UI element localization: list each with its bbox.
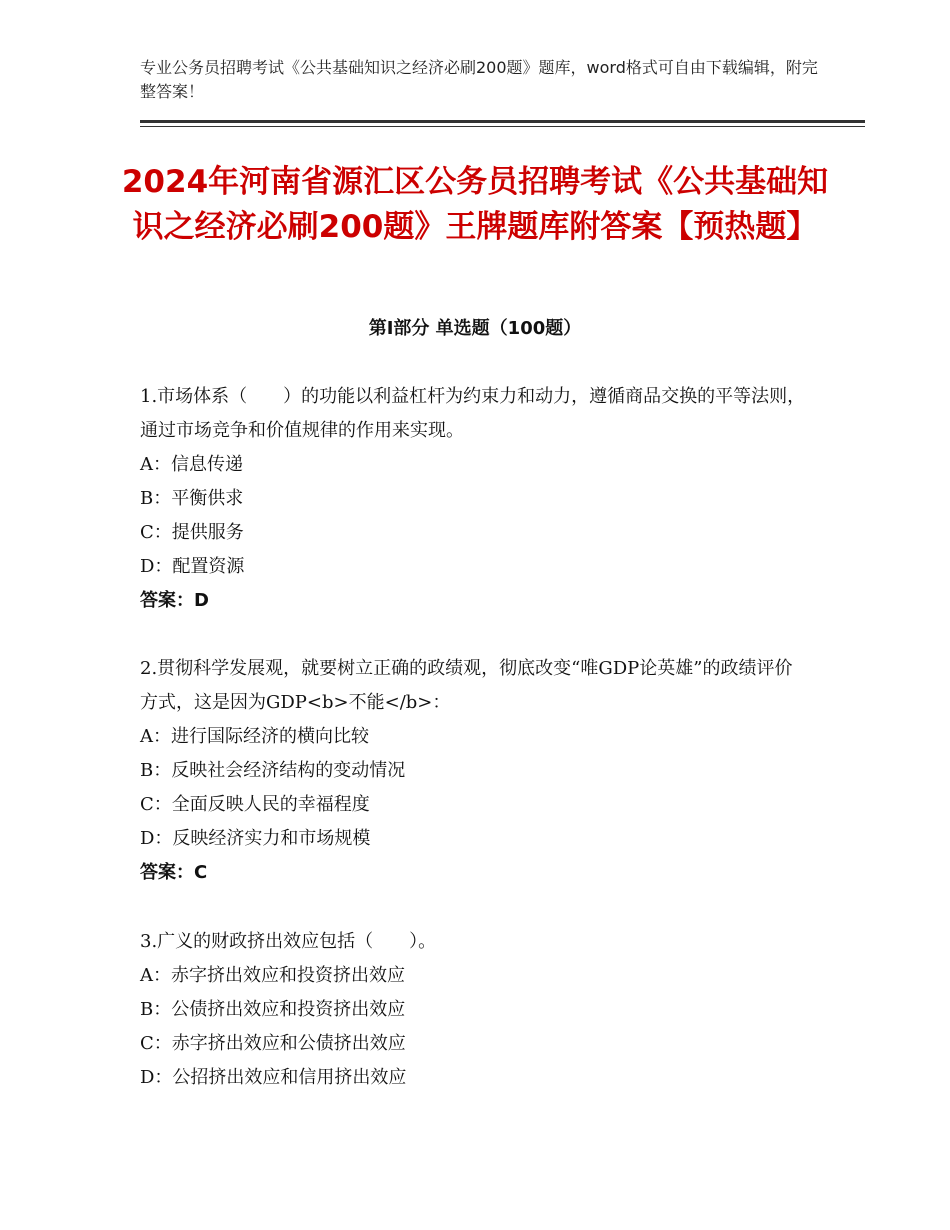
- option-c: C：提供服务: [140, 522, 244, 543]
- option-b: B：平衡供求: [140, 488, 244, 509]
- document-title: 2024年河南省源汇区公务员招聘考试《公共基础知识之经济必刷200题》王牌题库附答案【预热题】: [121, 164, 829, 245]
- section-title: 第Ⅰ部分 单选题（100题）: [368, 318, 582, 339]
- option-a: A：赤字挤出效应和投资挤出效应: [140, 965, 405, 986]
- question-1: [140, 380, 810, 618]
- option-c: C：赤字挤出效应和公债挤出效应: [140, 1033, 406, 1054]
- header-divider: [140, 120, 865, 127]
- question-2: [140, 652, 810, 890]
- answer: 答案：D: [140, 590, 209, 611]
- option-d: D：配置资源: [140, 556, 245, 577]
- option-d: D：反映经济实力和市场规模: [140, 828, 371, 849]
- question-stem: 1.市场体系（ ）的功能以利益杠杆为约束力和动力，遵循商品交换的平等法则，通过市场竞争和价值规律的作用来实现。: [140, 386, 806, 441]
- header-note: 专业公务员招聘考试《公共基础知识之经济必刷200题》题库，word格式可自由下载编辑，附完整答案！: [140, 58, 818, 101]
- question-stem: 2.贯彻科学发展观，就要树立正确的政绩观，彻底改变“唯GDP论英雄”的政绩评价方式，这是因为GDP<b>不能</b>：: [140, 658, 793, 713]
- option-a: A：进行国际经济的横向比较: [140, 726, 369, 747]
- option-b: B：反映社会经济结构的变动情况: [140, 760, 406, 781]
- option-c: C：全面反映人民的幸福程度: [140, 794, 370, 815]
- option-a: A：信息传递: [140, 454, 243, 475]
- question-3: [140, 925, 810, 1095]
- option-b: B：公债挤出效应和投资挤出效应: [140, 999, 406, 1020]
- option-d: D：公招挤出效应和信用挤出效应: [140, 1067, 407, 1088]
- question-stem: 3.广义的财政挤出效应包括（ ）。: [140, 931, 437, 952]
- answer: 答案：C: [140, 862, 208, 883]
